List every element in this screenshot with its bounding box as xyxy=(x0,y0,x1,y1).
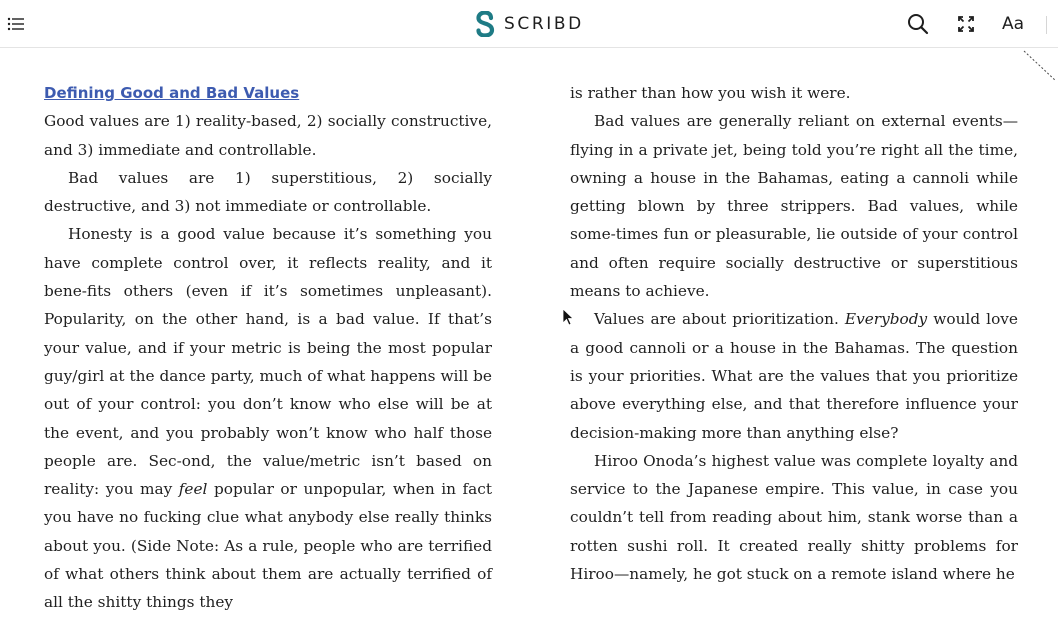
mouse-cursor-icon xyxy=(562,308,574,328)
emphasis-text: Everybody xyxy=(844,310,928,329)
reader-toolbar xyxy=(0,0,1058,48)
book-page xyxy=(0,49,1058,612)
section-heading-paragraph xyxy=(44,79,492,107)
paragraph-text: Honesty is a good value because it’s something you have complete control over, it reflects reality, and it bene-fits others (even if it’s sometimes unpleasant). Popularity, on the other hand, is a bad value. If that’s your value, and if your metric is being the most popular guy/girl at the dance party, much of what happens will be out of your control: you don’t know who else will be at the event, and you probably won’t know who half those people are. Sec-ond, the value/metric isn’t based on reality: you may xyxy=(44,225,492,499)
paragraph-text: popular or unpopular, when in fact you have no fucking clue what anybody else really thinks about you. (Side Note: As a rule, people who are terrified of what others think about them are actually terrified of all the shitty things they xyxy=(44,480,492,612)
paragraph: Bad values are generally reliant on external events—flying in a private jet, being told you’re right all the time, owning a house in the Bahamas, eating a cannoli while getting blown by three strippers. Bad values, while some-times fun or pleasurable, lie outside of your control and often require socially destructive or superstitious means to achieve. xyxy=(570,112,1018,301)
paragraph xyxy=(44,220,492,616)
toolbar-divider xyxy=(1046,16,1047,34)
section-heading-link[interactable]: Defining Good and Bad Values xyxy=(44,84,300,102)
font-settings-button[interactable]: Aa xyxy=(1001,14,1025,34)
paragraph: is rather than how you wish it were. xyxy=(570,84,851,102)
menu-icon[interactable] xyxy=(4,12,28,36)
paragraph: Bad values are 1) superstitious, 2) socially destructive, and 3) not immediate or controllable. xyxy=(44,168,492,216)
paragraph xyxy=(570,305,1018,446)
left-text-column xyxy=(44,79,492,617)
paragraph-text: Values are about prioritization. xyxy=(594,310,845,329)
search-icon[interactable] xyxy=(906,12,930,36)
emphasis-text: feel xyxy=(178,480,208,499)
fullscreen-icon[interactable] xyxy=(954,12,978,36)
paragraph: Good values are 1) reality-based, 2) socially constructive, and 3) immediate and controllable. xyxy=(44,112,492,159)
paragraph-text: would love a good cannoli or a house in the Bahamas. The question is your priorities. What are the values that you prioritize above everything else, and that therefore influence your decision-making more than anything else? xyxy=(570,310,1018,442)
page-corner-icon[interactable] xyxy=(1022,49,1058,83)
paragraph: Hiroo Onoda’s highest value was complete loyalty and service to the Japanese empire. This value, in case you couldn’t tell from reading about him, stank worse than a rotten sushi roll. It created really shitty problems for Hiroo—namely, he got stuck on a remote island where he xyxy=(570,451,1018,584)
brand-name: SCRIBD xyxy=(504,14,584,34)
right-text-column xyxy=(570,79,1018,588)
scribd-logo[interactable] xyxy=(474,10,584,38)
scribd-logo-icon xyxy=(474,11,496,37)
